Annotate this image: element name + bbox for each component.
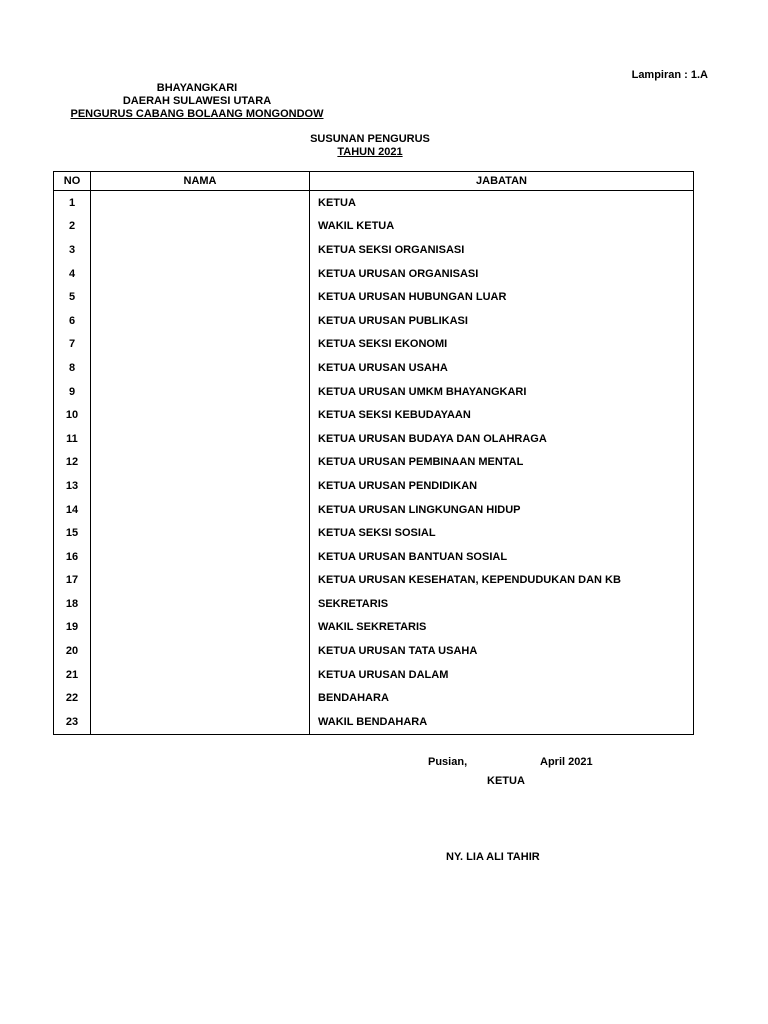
row-name xyxy=(91,427,310,451)
row-name xyxy=(91,639,310,663)
row-name xyxy=(91,710,310,734)
organization-name: BHAYANGKARI xyxy=(156,82,238,94)
row-position: KETUA SEKSI EKONOMI xyxy=(310,333,694,357)
header-jabatan: JABATAN xyxy=(310,172,694,191)
row-number: 3 xyxy=(54,238,91,262)
table-row xyxy=(54,474,694,498)
row-name xyxy=(91,451,310,475)
table-row xyxy=(54,521,694,545)
row-number: 5 xyxy=(54,285,91,309)
table-row xyxy=(54,663,694,687)
table-row xyxy=(54,451,694,475)
table-row xyxy=(54,191,694,215)
row-position: KETUA URUSAN LINGKUNGAN HIDUP xyxy=(310,498,694,522)
table-header-row xyxy=(54,172,694,191)
signature-role: KETUA xyxy=(487,775,525,787)
row-position: KETUA SEKSI KEBUDAYAAN xyxy=(310,403,694,427)
row-position: BENDAHARA xyxy=(310,686,694,710)
row-name xyxy=(91,262,310,286)
row-name xyxy=(91,380,310,404)
row-position: KETUA URUSAN TATA USAHA xyxy=(310,639,694,663)
row-number: 1 xyxy=(54,191,91,215)
row-position: KETUA URUSAN PEMBINAAN MENTAL xyxy=(310,451,694,475)
document-title xyxy=(290,133,450,159)
table-row xyxy=(54,616,694,640)
row-position: SEKRETARIS xyxy=(310,592,694,616)
organization-region: DAERAH SULAWESI UTARA xyxy=(122,95,272,107)
officers-table xyxy=(53,171,694,735)
row-number: 15 xyxy=(54,521,91,545)
row-number: 10 xyxy=(54,403,91,427)
table-row xyxy=(54,356,694,380)
row-name xyxy=(91,663,310,687)
row-position: KETUA URUSAN PENDIDIKAN xyxy=(310,474,694,498)
header-no: NO xyxy=(54,172,91,191)
row-number: 11 xyxy=(54,427,91,451)
row-number: 17 xyxy=(54,569,91,593)
row-position: WAKIL BENDAHARA xyxy=(310,710,694,734)
table-row xyxy=(54,333,694,357)
table-row xyxy=(54,710,694,734)
row-name xyxy=(91,545,310,569)
row-name xyxy=(91,521,310,545)
signature-date: April 2021 xyxy=(540,756,593,768)
table-row xyxy=(54,545,694,569)
table-row xyxy=(54,498,694,522)
table-row xyxy=(54,285,694,309)
row-name xyxy=(91,616,310,640)
row-name xyxy=(91,474,310,498)
row-position: WAKIL SEKRETARIS xyxy=(310,616,694,640)
row-position: KETUA URUSAN BUDAYA DAN OLAHRAGA xyxy=(310,427,694,451)
title-year: TAHUN 2021 xyxy=(337,146,403,158)
row-position: KETUA URUSAN HUBUNGAN LUAR xyxy=(310,285,694,309)
header-nama: NAMA xyxy=(91,172,310,191)
table-row xyxy=(54,215,694,239)
table-row xyxy=(54,309,694,333)
row-number: 18 xyxy=(54,592,91,616)
row-number: 9 xyxy=(54,380,91,404)
row-number: 12 xyxy=(54,451,91,475)
row-position: KETUA xyxy=(310,191,694,215)
table-row xyxy=(54,569,694,593)
row-position: KETUA SEKSI SOSIAL xyxy=(310,521,694,545)
table-row xyxy=(54,427,694,451)
row-number: 19 xyxy=(54,616,91,640)
row-number: 13 xyxy=(54,474,91,498)
row-name xyxy=(91,686,310,710)
row-position: KETUA URUSAN BANTUAN SOSIAL xyxy=(310,545,694,569)
row-position: KETUA SEKSI ORGANISASI xyxy=(310,238,694,262)
row-position: WAKIL KETUA xyxy=(310,215,694,239)
row-name xyxy=(91,356,310,380)
row-number: 20 xyxy=(54,639,91,663)
row-position: KETUA URUSAN KESEHATAN, KEPENDUDUKAN DAN KB xyxy=(310,569,694,593)
row-number: 22 xyxy=(54,686,91,710)
signer-name: NY. LIA ALI TAHIR xyxy=(446,851,540,863)
row-number: 14 xyxy=(54,498,91,522)
row-name xyxy=(91,191,310,215)
row-number: 23 xyxy=(54,710,91,734)
row-name xyxy=(91,238,310,262)
row-name xyxy=(91,333,310,357)
row-position: KETUA URUSAN UMKM BHAYANGKARI xyxy=(310,380,694,404)
row-number: 8 xyxy=(54,356,91,380)
attachment-label: Lampiran : 1.A xyxy=(631,69,708,81)
title-line: SUSUNAN PENGURUS xyxy=(310,133,430,145)
row-position: KETUA URUSAN USAHA xyxy=(310,356,694,380)
row-position: KETUA URUSAN ORGANISASI xyxy=(310,262,694,286)
row-number: 21 xyxy=(54,663,91,687)
row-number: 16 xyxy=(54,545,91,569)
row-name xyxy=(91,569,310,593)
row-number: 7 xyxy=(54,333,91,357)
row-name xyxy=(91,403,310,427)
row-number: 6 xyxy=(54,309,91,333)
organization-branch: PENGURUS CABANG BOLAANG MONGONDOW xyxy=(70,108,324,120)
row-position: KETUA URUSAN DALAM xyxy=(310,663,694,687)
row-name xyxy=(91,215,310,239)
row-name xyxy=(91,285,310,309)
row-position: KETUA URUSAN PUBLIKASI xyxy=(310,309,694,333)
table-row xyxy=(54,238,694,262)
table-row xyxy=(54,262,694,286)
row-number: 2 xyxy=(54,215,91,239)
organization-header xyxy=(52,82,342,121)
table-row xyxy=(54,592,694,616)
table-row xyxy=(54,380,694,404)
row-name xyxy=(91,592,310,616)
row-name xyxy=(91,309,310,333)
signature-place: Pusian, xyxy=(428,756,468,768)
row-number: 4 xyxy=(54,262,91,286)
row-name xyxy=(91,498,310,522)
table-row xyxy=(54,639,694,663)
table-row xyxy=(54,403,694,427)
table-row xyxy=(54,686,694,710)
